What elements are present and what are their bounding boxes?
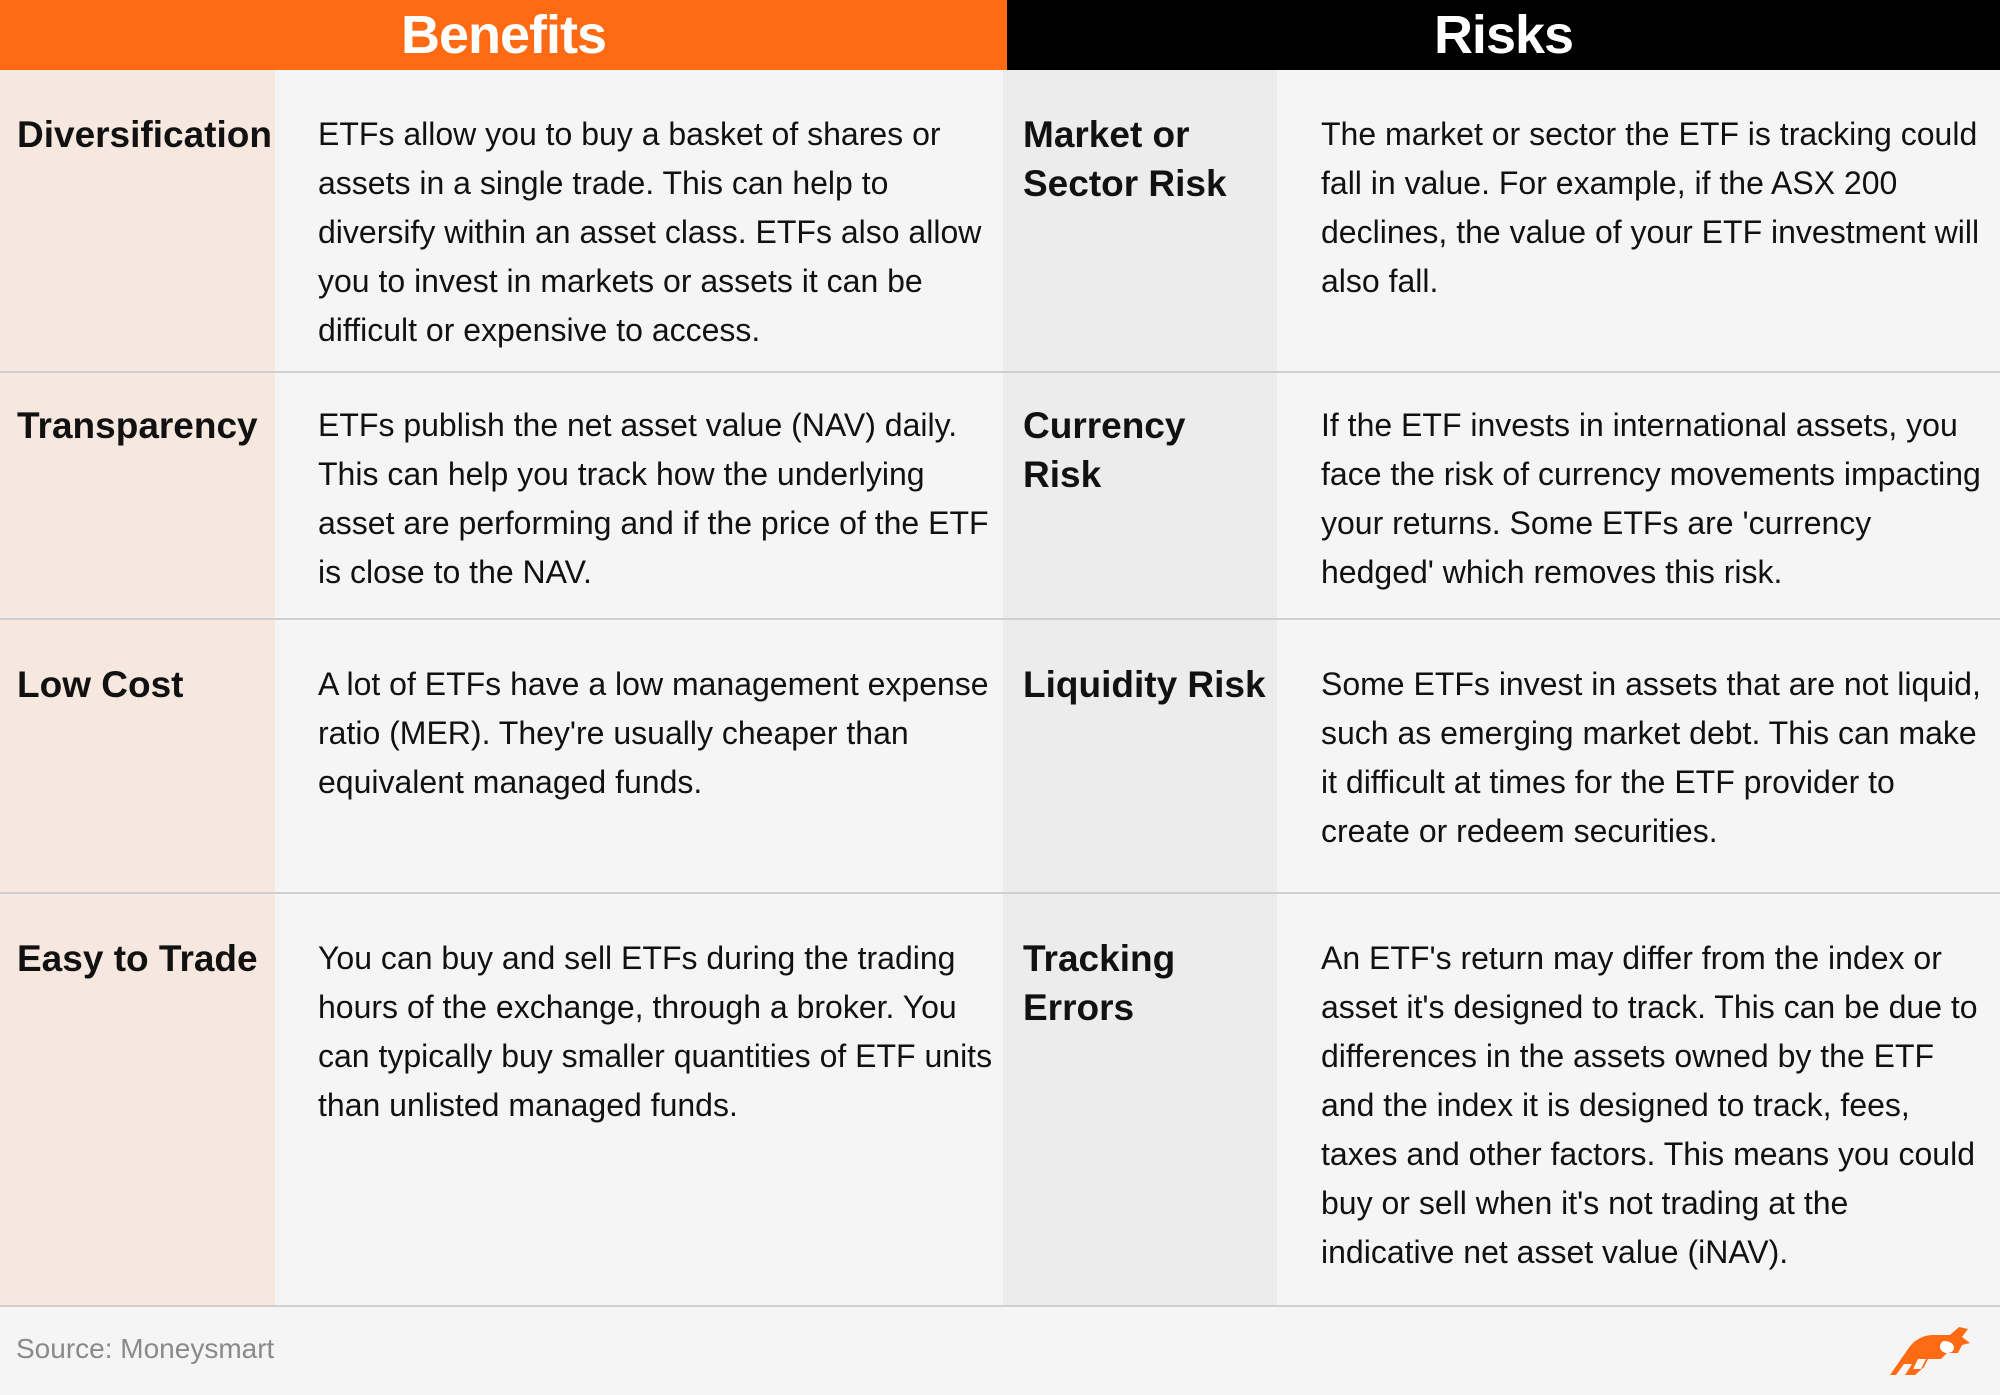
- risk-title: Market or Sector Risk: [1003, 70, 1277, 371]
- risk-title: Liquidity Risk: [1003, 620, 1277, 892]
- risk-description: Some ETFs invest in assets that are not liquid, such as emerging market debt. This can make it difficult at times for the ETF provider to create or redeem securities.: [1277, 620, 2000, 892]
- benefit-description: You can buy and sell ETFs during the trading hours of the exchange, through a broker. You can typically buy smaller quantities of ETF units than unlisted managed funds.: [275, 894, 1003, 1305]
- risk-description: If the ETF invests in international assets, you face the risk of currency movements impacting your returns. Some ETFs are 'currency hedged' which removes this risk.: [1277, 373, 2000, 618]
- risk-description: The market or sector the ETF is tracking could fall in value. For example, if the ASX 200 declines, the value of your ETF investment will also fall.: [1277, 70, 2000, 371]
- comparison-table: [0, 70, 2000, 1307]
- risk-description: An ETF's return may differ from the index or asset it's designed to track. This can be due to differences in the assets owned by the ETF and the index it is designed to track, fees, taxes and other factors. This means you could buy or sell when it's not trading at the indicative net asset value (iNAV).: [1277, 894, 2000, 1305]
- table-row: [0, 620, 2000, 894]
- risk-title: Tracking Errors: [1003, 894, 1277, 1305]
- benefit-title: Diversification: [0, 70, 275, 371]
- table-row: [0, 70, 2000, 373]
- benefit-description: ETFs publish the net asset value (NAV) daily. This can help you track how the underlying asset are performing and if the price of the ETF is close to the NAV.: [275, 373, 1003, 618]
- benefit-title: Easy to Trade: [0, 894, 275, 1305]
- benefit-title: Low Cost: [0, 620, 275, 892]
- source-note: Source: Moneysmart: [16, 1333, 275, 1364]
- footer: [0, 1307, 2000, 1395]
- bull-logo-icon: [1884, 1319, 1976, 1383]
- table-row: [0, 373, 2000, 620]
- benefit-description: ETFs allow you to buy a basket of shares or assets in a single trade. This can help to diversify within an asset class. ETFs also allow you to invest in markets or assets it can be difficult or expensive to access.: [275, 70, 1003, 371]
- benefit-title: Transparency: [0, 373, 275, 618]
- risks-header: Risks: [1007, 0, 2000, 70]
- table-row: [0, 894, 2000, 1307]
- risk-title: Currency Risk: [1003, 373, 1277, 618]
- benefits-header: Benefits: [0, 0, 1007, 70]
- benefit-description: A lot of ETFs have a low management expense ratio (MER). They're usually cheaper than equivalent managed funds.: [275, 620, 1003, 892]
- table-header: [0, 0, 2000, 70]
